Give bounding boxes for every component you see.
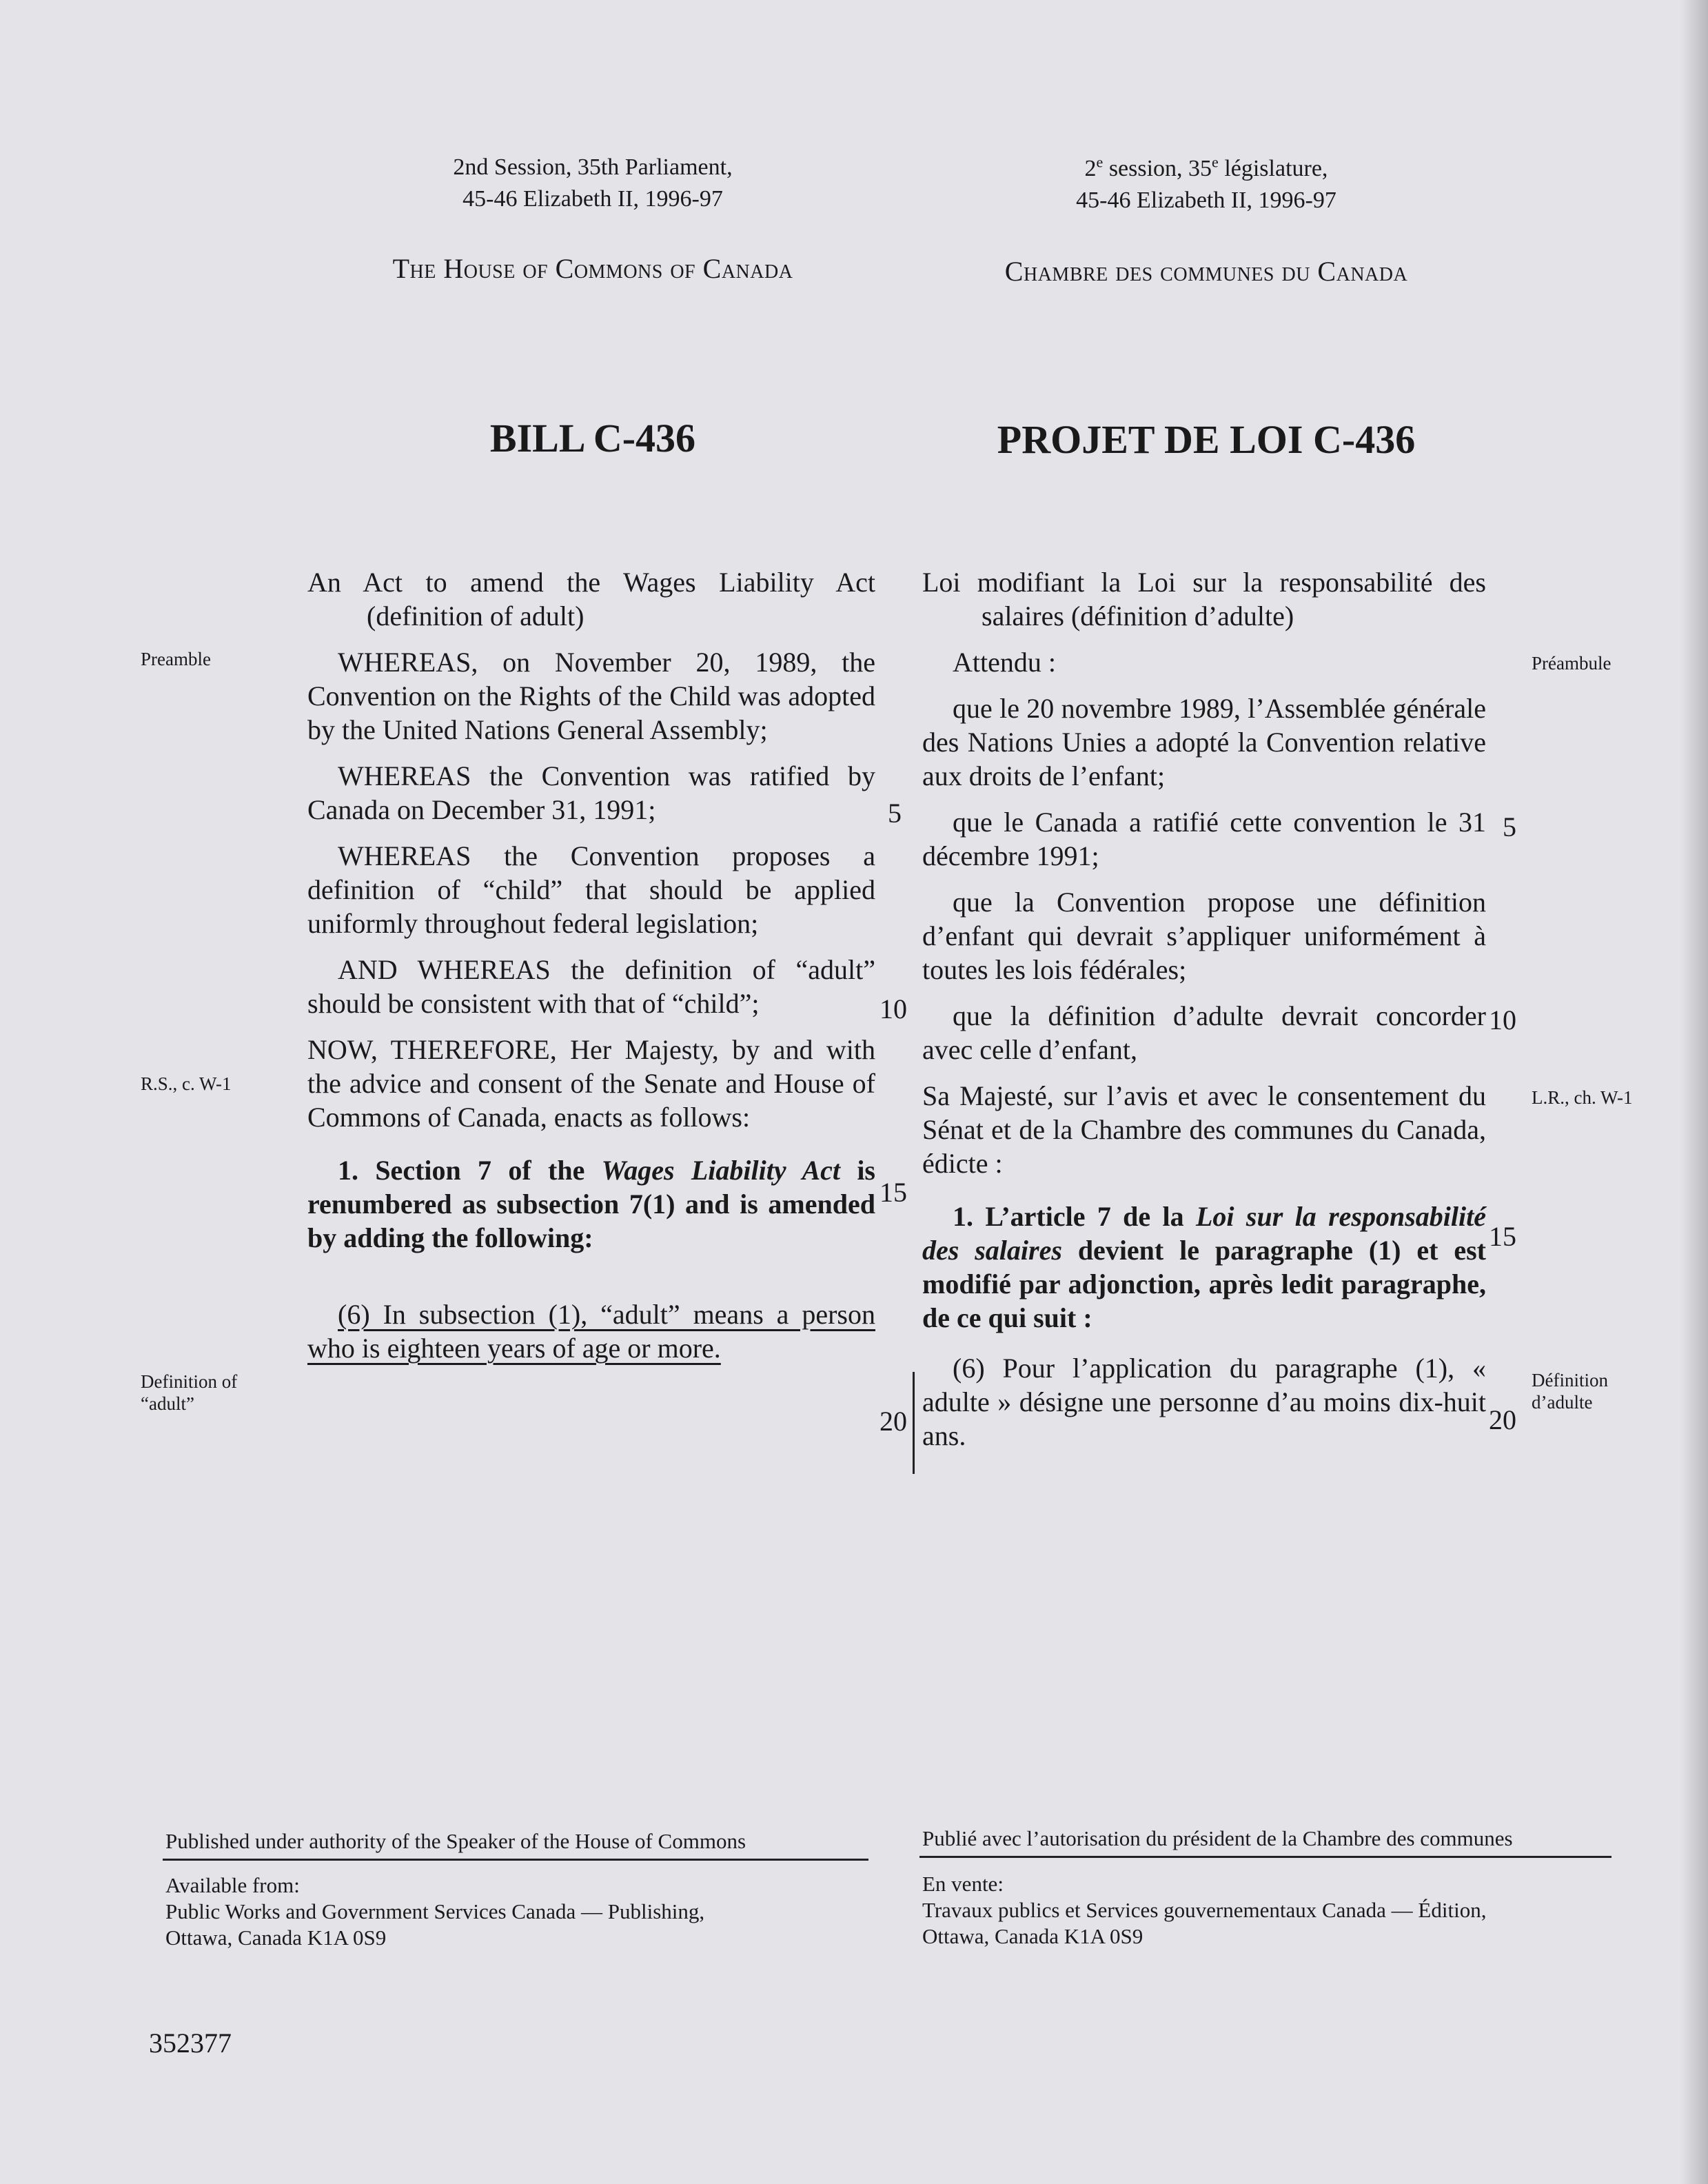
french-house-title: Chambre des communes du Canada xyxy=(1004,256,1408,287)
english-long-title: An Act to amend the Wages Liability Act (definition of adult) xyxy=(307,567,875,631)
english-house-title: The House of Commons of Canada xyxy=(392,253,793,284)
english-preamble-1: WHEREAS, on November 20, 1989, the Convention on the Rights of the Child was adopted by the United Nations General Assembly; xyxy=(307,647,875,745)
margin-note-rs: R.S., c. W-1 xyxy=(141,1073,232,1094)
margin-note-definition-adult: Definition of “adult” xyxy=(141,1371,238,1414)
margin-note-preambule: Préambule xyxy=(1532,653,1612,674)
line-number-10-fr: 10 xyxy=(1489,1004,1516,1035)
french-preamble-1: que le 20 novembre 1989, l’Assemblée générale des Nations Unies a adopté la Convention relative aux droits de l’enfant; xyxy=(922,693,1486,791)
english-clause-1: 1. Section 7 of the Wages Liability Act is renumbered as subsection 7(1) and is amended by adding the following: xyxy=(307,1155,875,1253)
french-footer-rule xyxy=(919,1856,1612,1858)
english-column xyxy=(307,565,875,1377)
amendment-change-bar xyxy=(913,1372,915,1474)
margin-note-lr: L.R., ch. W-1 xyxy=(1532,1087,1633,1108)
english-session: 2nd Session, 35th Parliament, xyxy=(453,154,733,180)
english-session-header xyxy=(386,152,800,215)
english-reign: 45-46 Elizabeth II, 1996-97 xyxy=(462,186,723,212)
french-subsection-6: (6) Pour l’application du paragraphe (1), « adulte » désigne une personne d’au moins dix-huit ans. xyxy=(922,1353,1486,1451)
line-number-15-en: 15 xyxy=(880,1177,907,1208)
french-session-header xyxy=(993,153,1420,216)
french-long-title: Loi modifiant la Loi sur la responsabilité des salaires (définition d’adulte) xyxy=(922,567,1486,631)
english-preamble-3: WHEREAS the Convention proposes a definition of “child” that should be applied uniformly throughout federal legislation; xyxy=(307,840,875,939)
french-footer-availability: En vente: Travaux publics et Services gouvernementaux Canada — Édition, Ottawa, Canada K1A 0S9 xyxy=(922,1872,1487,1948)
french-session: 2e session, 35e législature, xyxy=(1084,153,1328,181)
french-preamble-2: que le Canada a ratifié cette convention le 31 décembre 1991; xyxy=(922,807,1486,871)
english-bill-title: BILL C-436 xyxy=(489,416,696,461)
french-reign: 45-46 Elizabeth II, 1996-97 xyxy=(1076,188,1336,213)
english-footer-availability: Available from: Public Works and Government Services Canada — Publishing, Ottawa, Canada K1A 0S9 xyxy=(165,1873,705,1950)
english-footer-published: Published under authority of the Speaker of the House of Commons xyxy=(165,1829,746,1853)
line-number-20-en: 20 xyxy=(880,1406,907,1437)
french-column xyxy=(922,565,1486,1465)
french-bill-title: PROJET DE LOI C-436 xyxy=(997,417,1416,462)
french-preamble-4: que la définition d’adulte devrait concorder avec celle d’enfant, xyxy=(922,1000,1486,1065)
line-number-20-fr: 20 xyxy=(1489,1404,1516,1435)
french-attendu: Attendu : xyxy=(953,647,1056,678)
french-enacting-clause: Sa Majesté, sur l’avis et avec le consentement du Sénat et de la Chambre des communes du Canada, édicte : xyxy=(922,1080,1486,1179)
document-number: 352377 xyxy=(149,2028,232,2059)
french-preamble-3: que la Convention propose une définition d’enfant qui devrait s’appliquer uniformément à toutes les lois fédérales; xyxy=(922,887,1486,985)
line-number-5-en: 5 xyxy=(888,798,902,829)
english-footer-rule xyxy=(163,1859,868,1861)
margin-note-preamble: Preamble xyxy=(141,649,211,669)
english-subsection-6: (6) In subsection (1), “adult” means a person who is eighteen years of age or more. xyxy=(307,1299,875,1364)
scan-edge-shadow xyxy=(1680,0,1708,2184)
line-number-10-en: 10 xyxy=(880,993,907,1024)
line-number-15-fr: 15 xyxy=(1489,1221,1516,1252)
english-preamble-2: WHEREAS the Convention was ratified by Canada on December 31, 1991; xyxy=(307,760,875,825)
english-enacting-clause: NOW, THEREFORE, Her Majesty, by and with the advice and consent of the Senate and House of Commons of Canada, enacts as follows: xyxy=(307,1034,875,1133)
margin-note-definition-adulte: Définition d’adulte xyxy=(1532,1370,1608,1413)
french-footer-published: Publié avec l’autorisation du président de la Chambre des communes xyxy=(922,1826,1513,1850)
french-clause-1: 1. L’article 7 de la Loi sur la responsabilité des salaires devient le paragraphe (1) et est modifié par adjonction, après ledit paragraphe, de ce qui suit : xyxy=(922,1201,1486,1333)
english-preamble-4: AND WHEREAS the definition of “adult” should be consistent with that of “child”; xyxy=(307,954,875,1019)
line-number-5-fr: 5 xyxy=(1503,811,1516,842)
